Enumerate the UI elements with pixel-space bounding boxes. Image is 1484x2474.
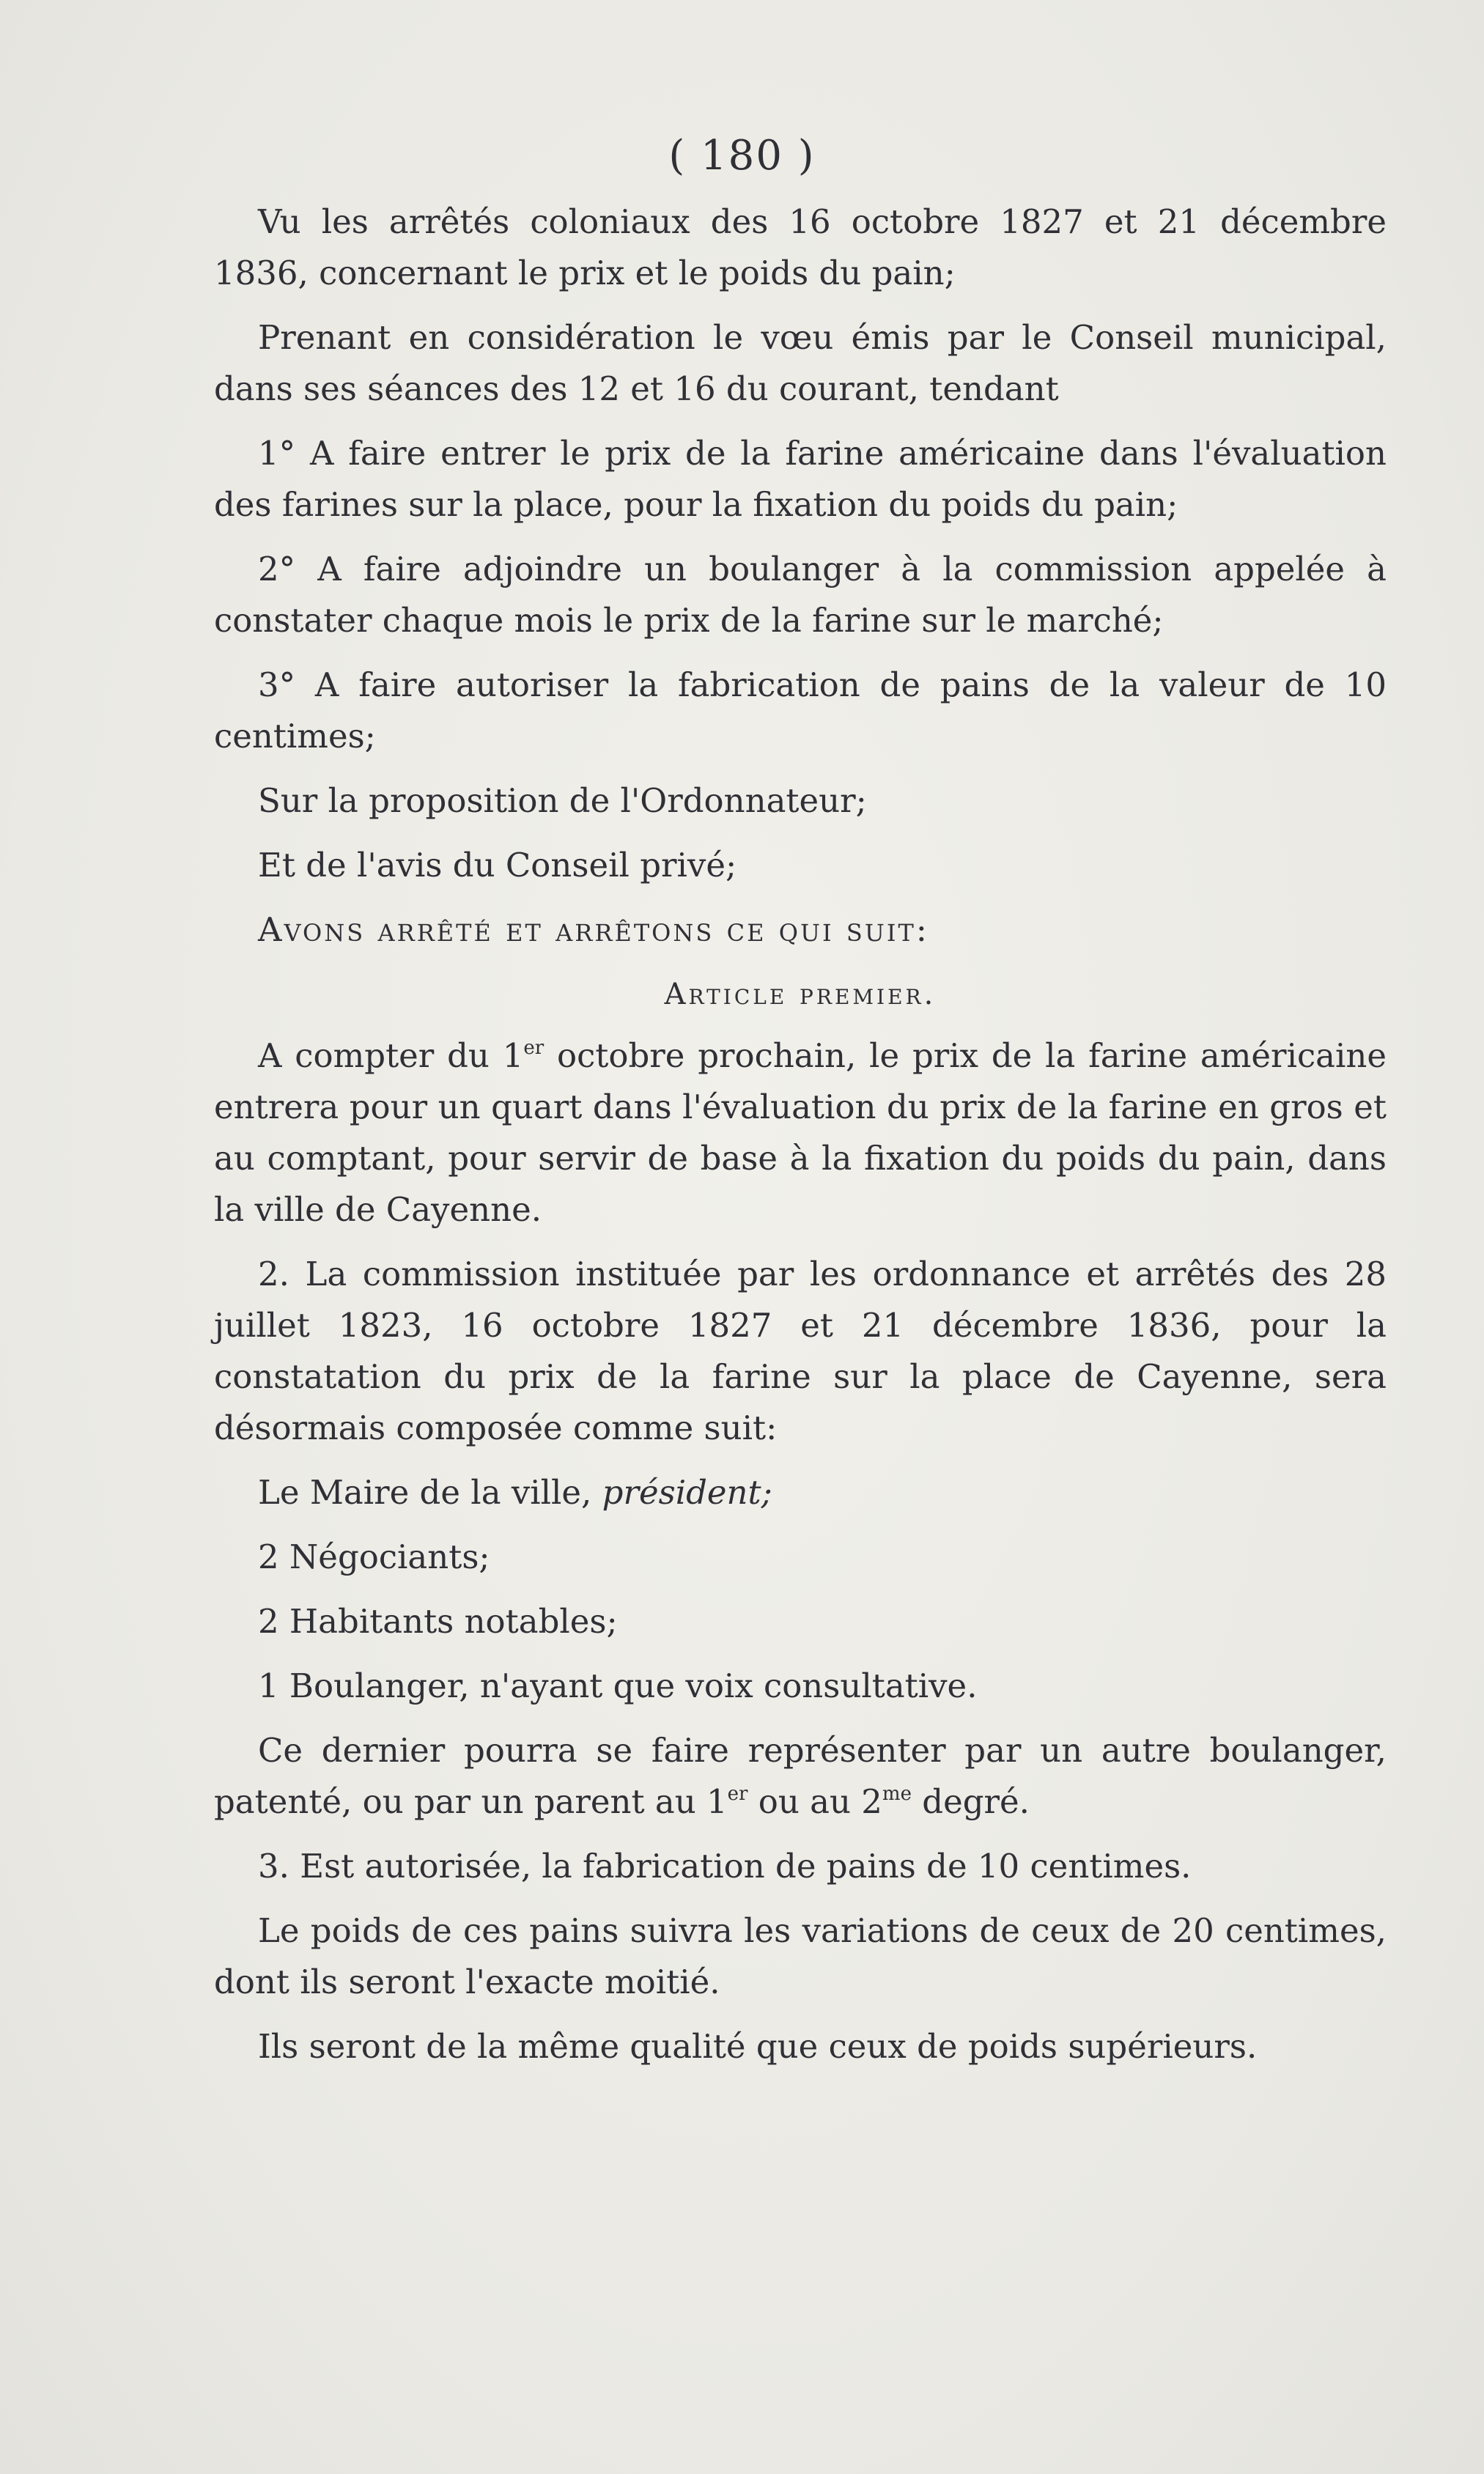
article-1-superscript: er	[523, 1037, 544, 1059]
representation-text-start: Ce dernier pourra se faire représenter par un autre boulanger, patenté, ou par un parent au 1	[214, 1731, 1387, 1821]
paragraph-point-2: 2° A faire adjoindre un boulanger à la commission appelée à constater chaque mois le prix de la farine sur le marché;	[214, 550, 1387, 640]
paragraph-avis: Et de l'avis du Conseil privé;	[258, 846, 737, 885]
paragraph-article-2: 2. La commission instituée par les ordonnance et arrêtés des 28 juillet 1823, 16 octobre 1827 et 21 décembre 1836, pour la constatation du prix de la farine sur la place de Cayenne, sera désormais composée comme suit:	[214, 1255, 1387, 1447]
page-number: ( 180 )	[668, 132, 816, 180]
representation-superscript-2: me	[882, 1783, 912, 1805]
representation-superscript-1: er	[727, 1783, 748, 1805]
body-text	[214, 196, 1387, 2086]
paragraph-representation	[214, 1725, 1387, 1828]
paragraph-point-1: 1° A faire entrer le prix de la farine américaine dans l'évaluation des farines sur la place, pour la fixation du poids du pain;	[214, 434, 1387, 524]
representation-text-middle: ou au 2	[747, 1782, 882, 1821]
article-1-text-start: A compter du 1	[258, 1036, 524, 1075]
paragraph-proposition: Sur la proposition de l'Ordonnateur;	[258, 781, 867, 820]
paragraph-maire	[214, 1467, 1387, 1518]
article-1-text-end: octobre prochain, le prix de la farine américaine entrera pour un quart dans l'évaluation du prix de la farine en gros et au comptant, pour servir de base à la fixation du poids du pain, dans la ville de Cayenne.	[214, 1036, 1387, 1229]
article-heading: Article premier.	[664, 978, 937, 1011]
paragraph-poids: Le poids de ces pains suivra les variations de ceux de 20 centimes, dont ils seront l'exacte moitié.	[214, 1911, 1387, 2001]
paragraph-article-3: 3. Est autorisée, la fabrication de pains de 10 centimes.	[258, 1847, 1192, 1886]
paragraph-qualite: Ils seront de la même qualité que ceux de poids supérieurs.	[258, 2027, 1258, 2066]
maire-role: président;	[602, 1473, 772, 1512]
paragraph-council-wish: Prenant en considération le vœu émis par le Conseil municipal, dans ses séances des 12 et 16 du courant, tendant	[214, 318, 1387, 408]
maire-text: Le Maire de la ville,	[258, 1473, 602, 1512]
paragraph-point-3: 3° A faire autoriser la fabrication de pains de la valeur de 10 centimes;	[214, 665, 1387, 756]
paragraph-article-1	[214, 1030, 1387, 1236]
paragraph-boulanger: 1 Boulanger, n'ayant que voix consultative.	[258, 1666, 978, 1705]
paragraph-negociants: 2 Négociants;	[258, 1537, 490, 1576]
paragraph-considering-arretes: Vu les arrêtés coloniaux des 16 octobre 1827 et 21 décembre 1836, concernant le prix et le poids du pain;	[214, 202, 1387, 292]
paragraph-avons-arrete: Avons arrêté et arrêtons ce qui suit:	[258, 910, 929, 949]
paragraph-habitants: 2 Habitants notables;	[258, 1602, 618, 1641]
representation-text-end: degré.	[911, 1782, 1030, 1821]
